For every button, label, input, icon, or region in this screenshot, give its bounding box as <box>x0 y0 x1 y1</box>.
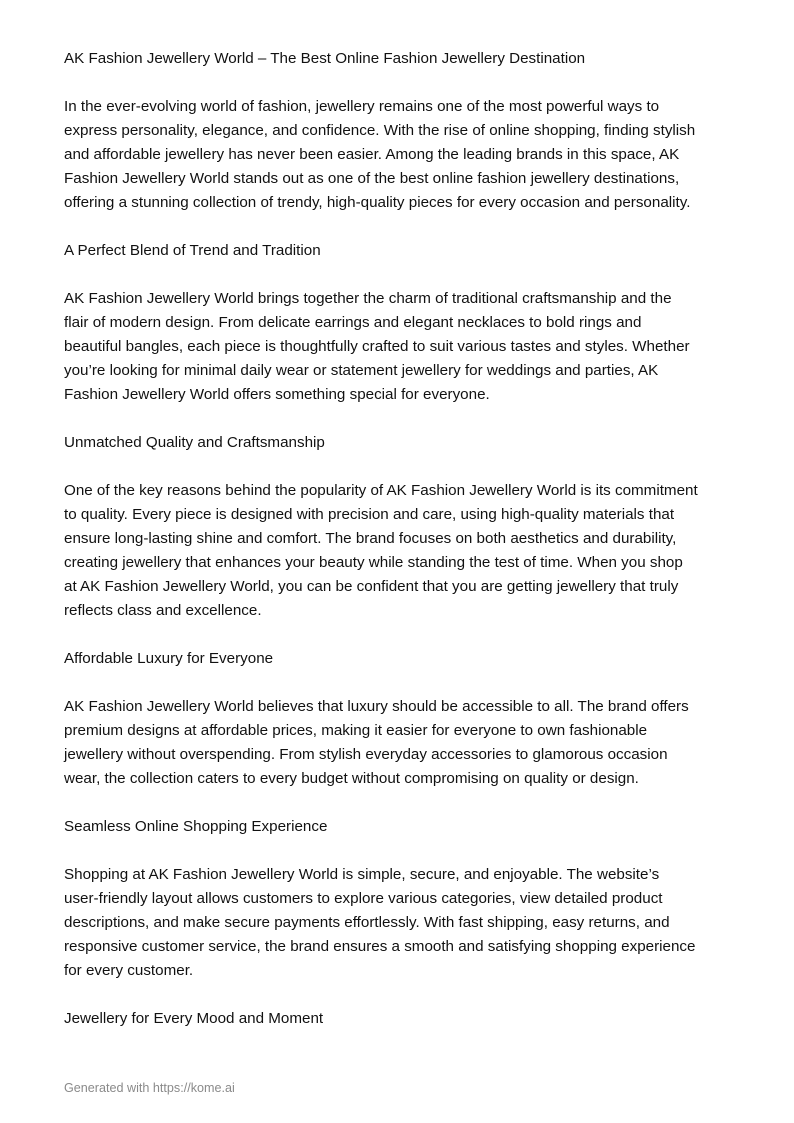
document-page <box>64 47 732 1055</box>
paragraph-line: for every customer. <box>64 962 194 979</box>
document-title: AK Fashion Jewellery World – The Best Online Fashion Jewellery Destination <box>64 50 586 67</box>
paragraph-line: to quality. Every piece is designed with precision and care, using high-quality materials that <box>64 506 675 523</box>
paragraph-line: offering a stunning collection of trendy, high-quality pieces for every occasion and personality. <box>64 194 691 211</box>
section-heading-mood-moment: Jewellery for Every Mood and Moment <box>64 1010 324 1027</box>
section-heading-quality: Unmatched Quality and Craftsmanship <box>64 434 325 451</box>
section-paragraph-quality <box>64 479 732 623</box>
section-paragraph-shopping <box>64 863 732 983</box>
paragraph-line: express personality, elegance, and confidence. With the rise of online shopping, finding stylish <box>64 122 696 139</box>
paragraph-line: at AK Fashion Jewellery World, you can be confident that you are getting jewellery that truly <box>64 578 679 595</box>
section-paragraph-trend-tradition <box>64 287 732 407</box>
paragraph-line: One of the key reasons behind the popularity of AK Fashion Jewellery World is its commitment <box>64 482 698 499</box>
paragraph-line: ensure long-lasting shine and comfort. The brand focuses on both aesthetics and durability, <box>64 530 677 547</box>
section-heading-trend-tradition: A Perfect Blend of Trend and Tradition <box>64 242 321 259</box>
paragraph-line: user-friendly layout allows customers to explore various categories, view detailed product <box>64 890 663 907</box>
section-heading-affordable: Affordable Luxury for Everyone <box>64 650 274 667</box>
paragraph-line: creating jewellery that enhances your beauty while standing the test of time. When you shop <box>64 554 683 571</box>
paragraph-line: AK Fashion Jewellery World brings together the charm of traditional craftsmanship and the <box>64 290 672 307</box>
paragraph-line: Fashion Jewellery World stands out as one of the best online fashion jewellery destinations, <box>64 170 680 187</box>
paragraph-line: flair of modern design. From delicate earrings and elegant necklaces to bold rings and <box>64 314 642 331</box>
paragraph-line: descriptions, and make secure payments effortlessly. With fast shipping, easy returns, and <box>64 914 670 931</box>
paragraph-line: reflects class and excellence. <box>64 602 262 619</box>
paragraph-line: wear, the collection caters to every budget without compromising on quality or design. <box>64 770 639 787</box>
paragraph-line: Shopping at AK Fashion Jewellery World is simple, secure, and enjoyable. The website’s <box>64 866 660 883</box>
paragraph-line: and affordable jewellery has never been easier. Among the leading brands in this space, AK <box>64 146 680 163</box>
paragraph-line: jewellery without overspending. From stylish everyday accessories to glamorous occasion <box>64 746 668 763</box>
paragraph-line: you’re looking for minimal daily wear or statement jewellery for weddings and parties, AK <box>64 362 659 379</box>
section-heading-shopping: Seamless Online Shopping Experience <box>64 818 328 835</box>
paragraph-line: In the ever-evolving world of fashion, jewellery remains one of the most powerful ways to <box>64 98 660 115</box>
paragraph-line: responsive customer service, the brand ensures a smooth and satisfying shopping experience <box>64 938 696 955</box>
section-paragraph-affordable <box>64 695 732 791</box>
paragraph-line: premium designs at affordable prices, making it easier for everyone to own fashionable <box>64 722 648 739</box>
paragraph-line: beautiful bangles, each piece is thoughtfully crafted to suit various tastes and styles. Whether <box>64 338 690 355</box>
paragraph-line: Fashion Jewellery World offers something special for everyone. <box>64 386 490 403</box>
intro-paragraph <box>64 95 732 215</box>
paragraph-line: AK Fashion Jewellery World believes that luxury should be accessible to all. The brand offers <box>64 698 689 715</box>
footer-generated-with: Generated with https://kome.ai <box>64 1081 235 1095</box>
